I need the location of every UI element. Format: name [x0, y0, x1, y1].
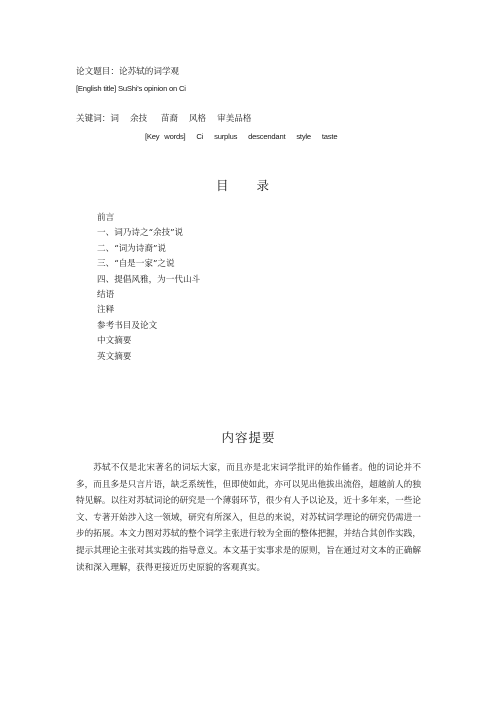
- keyword: 风格: [188, 114, 207, 124]
- toc-heading: 目 录: [216, 178, 281, 193]
- toc-item: 英文摘要: [97, 351, 132, 362]
- english-keywords-label: [Key words]: [145, 132, 186, 141]
- keyword: 余技: [129, 114, 148, 124]
- keywords-line: [76, 114, 251, 125]
- thesis-title-value: 论苏轼的词学观: [118, 67, 180, 77]
- toc-item: 参考书目及论文: [97, 320, 158, 331]
- thesis-title-line: [76, 67, 179, 78]
- english-keyword: surplus: [214, 132, 238, 141]
- toc-item: 注释: [97, 305, 115, 316]
- toc-item: 前言: [97, 213, 115, 223]
- english-title-value: SuShi's opinion on Ci: [117, 84, 186, 93]
- toc-item: 三、“自是一家”之说: [97, 259, 175, 270]
- toc-item: 结语: [97, 290, 115, 301]
- keyword: 审美品格: [217, 114, 252, 124]
- toc-item: 二、“词为诗裔”说: [97, 243, 166, 254]
- english-keyword: taste: [321, 132, 338, 141]
- abstract-paragraph: 苏轼不仅是北宋著名的词坛大家，而且亦是北宋词学批评的始作俑者。他的词论并不多，而且多是只言片语，缺乏系统性，但即使如此，亦可以见出他拔出流俗，超越前人的独特见解。以往对苏轼词论的研究是一个薄弱环节，很少有人予以论及，近十多年来，一些论文、专著开始涉入这一领域，研究有所深入，但总的来说，对苏轼词学理论的研究仍需进一步的拓展。本文力图对苏轼的整个词学主张进行较为全面的整体把握，并结合其创作实践，提示其理论主张对其实践的指导意义。本文基于实事求是的原则，旨在通过对文本的正确解读和深入理解，获得更接近历史原貌的客观真实。: [76, 463, 421, 573]
- keyword: 苗裔: [160, 114, 179, 124]
- table-of-contents: [97, 211, 200, 365]
- english-keywords-line: [145, 131, 337, 142]
- english-title-line: [76, 83, 186, 94]
- english-title-label: [English title]: [76, 84, 117, 93]
- english-keyword: style: [296, 132, 311, 141]
- keywords-label: 关键词：: [76, 114, 111, 124]
- keyword: 词: [110, 114, 119, 124]
- toc-item: 四、提倡风雅，为一代山斗: [97, 274, 201, 285]
- abstract-heading: 内容提要: [221, 430, 276, 445]
- thesis-title-label: 论文题目：: [76, 67, 119, 77]
- english-keyword: descendant: [248, 132, 286, 141]
- english-keyword: Ci: [196, 132, 204, 141]
- toc-item: 一、词乃诗之“余技”说: [97, 228, 184, 239]
- toc-item: 中文摘要: [97, 336, 132, 347]
